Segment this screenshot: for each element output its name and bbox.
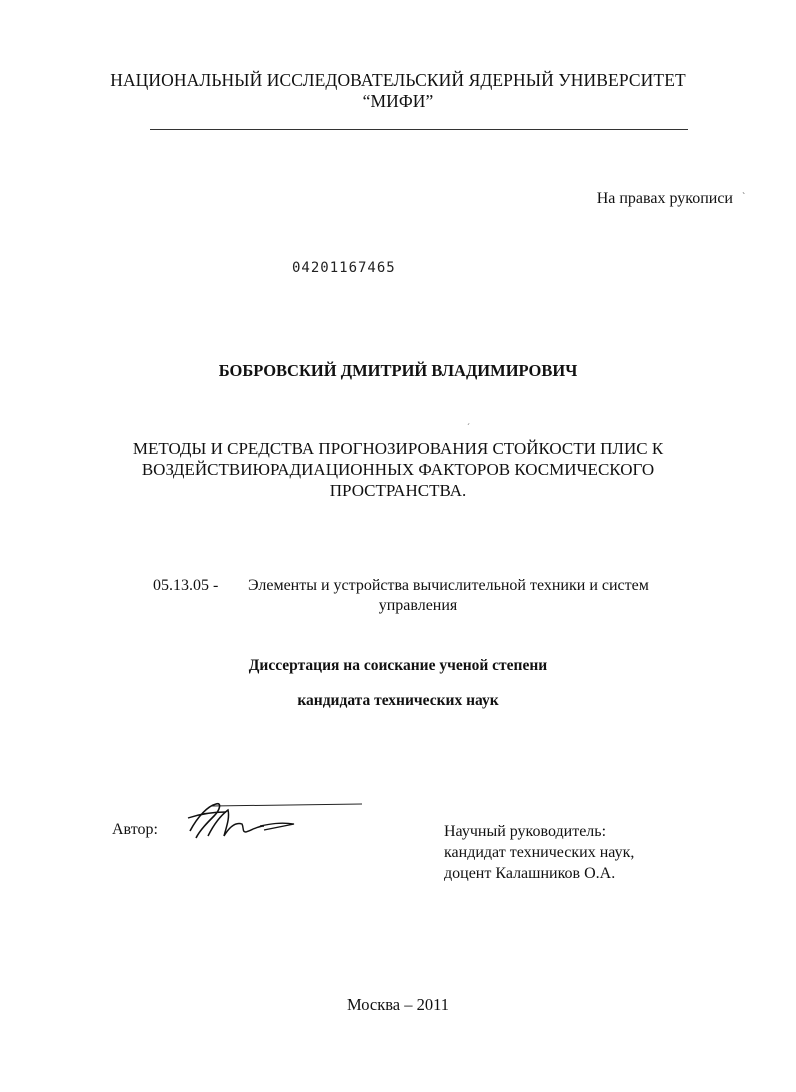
author-label: Автор: <box>112 821 158 838</box>
supervisor-degree: кандидат технических наук, <box>444 844 635 861</box>
scan-speck: ´ <box>467 422 470 432</box>
specialty-name: Элементы и устройства вычислительной техники и систем <box>248 577 649 594</box>
city-year: Москва – 2011 <box>346 995 450 1014</box>
university-short-name: “МИФИ” <box>362 91 434 111</box>
title-line: ПРОСТРАНСТВА. <box>329 481 467 500</box>
supervisor-block <box>444 821 634 884</box>
header-divider <box>150 129 688 130</box>
university-header <box>0 70 796 112</box>
title-line: МЕТОДЫ И СРЕДСТВА ПРОГНОЗИРОВАНИЯ СТОЙКОСТИ ПЛИС К <box>132 439 664 458</box>
university-name: НАЦИОНАЛЬНЫЙ ИССЛЕДОВАТЕЛЬСКИЙ ЯДЕРНЫЙ УНИВЕРСИТЕТ <box>110 70 686 90</box>
library-stamp-number: 04201167465 <box>292 260 396 276</box>
specialty-name-line2: управления <box>378 597 458 614</box>
specialty-code: 05.13.05 - <box>153 577 219 594</box>
supervisor-name: доцент Калашников О.А. <box>444 865 616 882</box>
rights-note: На правах рукописи <box>596 190 733 207</box>
author-signature <box>170 796 370 846</box>
author-name: БОБРОВСКИЙ ДМИТРИЙ ВЛАДИМИРОВИЧ <box>218 361 578 380</box>
title-line: ВОЗДЕЙСТВИЮРАДИАЦИОННЫХ ФАКТОРОВ КОСМИЧЕСКОГО <box>141 460 655 479</box>
scan-mark: ` <box>742 192 746 203</box>
degree-line-2: кандидата технических наук <box>297 692 499 709</box>
dissertation-title <box>0 438 796 501</box>
degree-line-1: Диссертация на соискание ученой степени <box>248 657 548 674</box>
supervisor-label: Научный руководитель: <box>444 823 607 840</box>
specialty-name-continued <box>0 597 796 615</box>
